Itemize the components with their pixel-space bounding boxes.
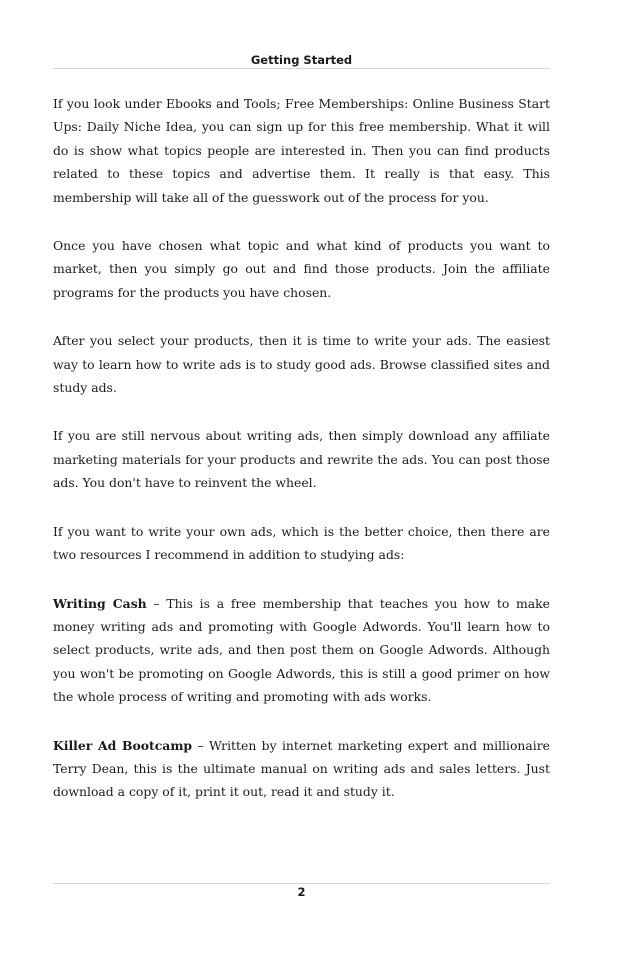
resource-description: – Written by internet marketing expert and millionaire Terry Dean, this is the ultimate manual on writing ads and sales letters. Just download a copy of it, print it out, read it and study it. bbox=[53, 737, 551, 800]
paragraph-nervous: If you are still nervous about writing ads, then simply download any affiliate marketing materials for your products and rewrite the ads. You can post those ads. You don't have to reinvent the wheel. bbox=[53, 428, 550, 491]
paragraph-topics: If you look under Ebooks and Tools; Free Memberships: Online Business Start Ups: Daily Niche Idea, you can sign up for this free membership. What it will do is show what topics people are interested in. Then you can find products related to these topics and advertise them. It really is that easy. This membership will take all of the guesswork out of the process for you. bbox=[53, 96, 550, 205]
paragraph-select-products: After you select your products, then it is time to write your ads. The easiest way to learn how to write ads is to study good ads. Browse classified sites and study ads. bbox=[53, 333, 550, 396]
page-number: 2 bbox=[297, 885, 306, 899]
paragraph-own-ads: If you want to write your own ads, which is the better choice, then there are two resources I recommend in addition to studying ads: bbox=[53, 523, 550, 563]
page-header-title: Getting Started bbox=[250, 53, 353, 67]
body-text bbox=[53, 92, 550, 804]
resource-writing-cash bbox=[53, 592, 550, 709]
resource-name: Writing Cash bbox=[53, 595, 147, 611]
paragraph-products: Once you have chosen what topic and what kind of products you want to market, then you simply go out and find those products. Join the affiliate programs for the products you have chosen. bbox=[53, 238, 550, 300]
resource-description: – This is a free membership that teaches you how to make money writing ads and promoting with Google Adwords. You'll learn how to select products, write ads, and then post them on Google Adwords. Although you won't be promoting on Google Adwords, this is still a good primer on how the whole process of writing and promoting with ads works. bbox=[53, 595, 550, 705]
resource-name: Killer Ad Bootcamp bbox=[53, 737, 193, 753]
resource-killer-ad-bootcamp bbox=[53, 734, 550, 804]
header-divider bbox=[53, 68, 550, 69]
